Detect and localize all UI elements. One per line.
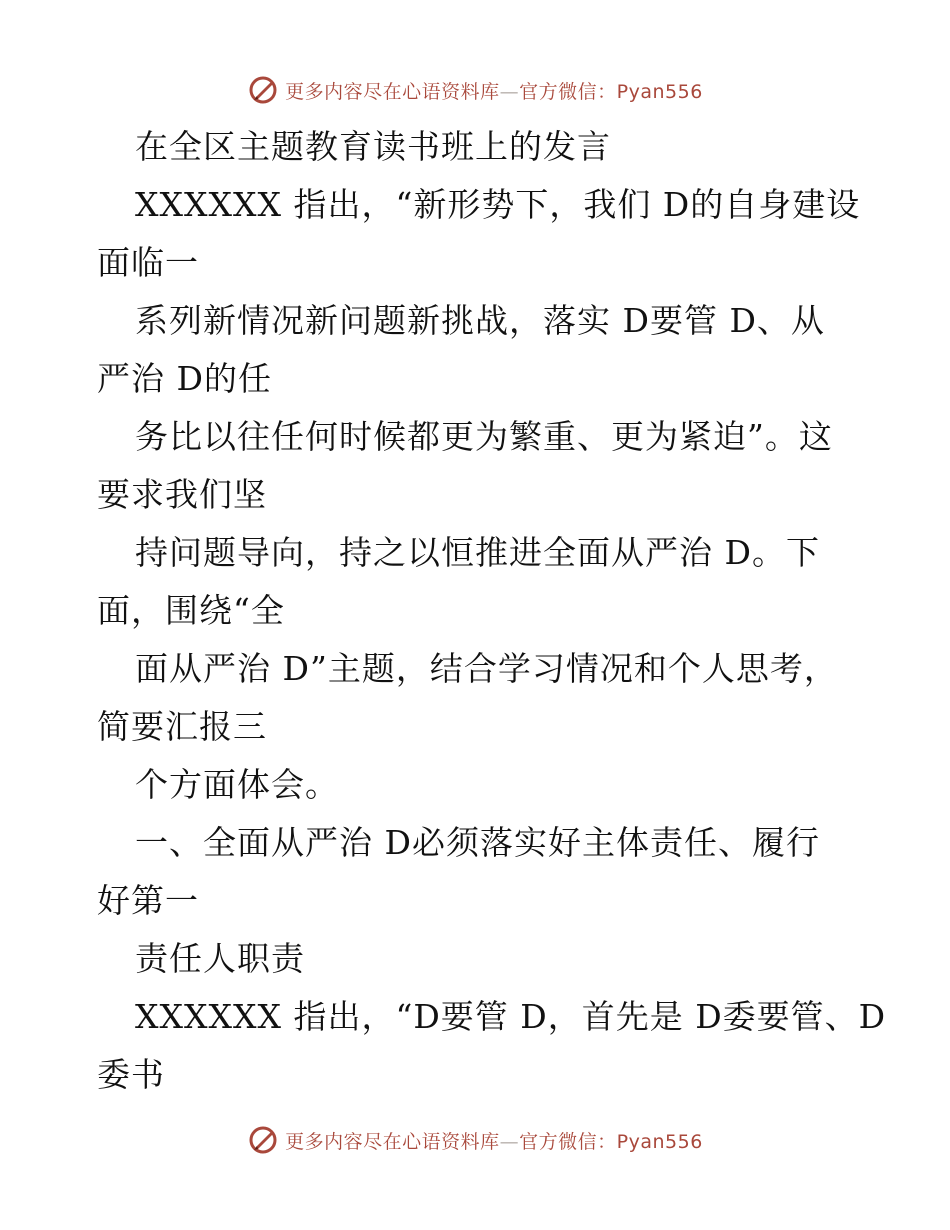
quill-logo-icon bbox=[247, 74, 279, 106]
document-line: XXXXXX 指出，“D要管 D，首先是 D委要管、D bbox=[135, 997, 887, 1036]
document-line: XXXXXX 指出，“新形势下，我们 D的自身建设 bbox=[135, 185, 861, 224]
document-body bbox=[97, 118, 887, 1104]
header-banner bbox=[0, 70, 950, 110]
banner-text bbox=[285, 77, 703, 104]
document-line: 个方面体会。 bbox=[135, 765, 339, 804]
document-line: 责任人职责 bbox=[135, 939, 305, 978]
document-line: 面从严治 D”主题，结合学习情况和个人思考， bbox=[135, 649, 838, 688]
banner-site-name: 更多内容尽在心语资料库 bbox=[285, 1130, 500, 1153]
document-line: 面临一 bbox=[97, 243, 199, 282]
document-line: 务比以往任何时候都更为繁重、更为紧迫”。这 bbox=[135, 417, 833, 456]
document-line: 好第一 bbox=[97, 881, 199, 920]
footer-banner bbox=[0, 1120, 950, 1160]
document-line: 面，围绕“全 bbox=[97, 591, 285, 630]
document-line: 持问题导向，持之以恒推进全面从严治 D。下 bbox=[135, 533, 820, 572]
banner-wechat: 官方微信：Pyan556 bbox=[519, 80, 703, 103]
document-line: 在全区主题教育读书班上的发言 bbox=[135, 127, 611, 166]
banner-text bbox=[285, 1127, 703, 1154]
document-line: 系列新情况新问题新挑战，落实 D要管 D、从 bbox=[135, 301, 825, 340]
banner-wechat: 官方微信：Pyan556 bbox=[519, 1130, 703, 1153]
document-line: 委书 bbox=[97, 1055, 165, 1094]
banner-site-name: 更多内容尽在心语资料库 bbox=[285, 80, 500, 103]
quill-logo-icon bbox=[247, 1124, 279, 1156]
document-line: 一、全面从严治 D必须落实好主体责任、履行 bbox=[135, 823, 820, 862]
banner-dash: — bbox=[499, 80, 520, 103]
document-line: 严治 D的任 bbox=[97, 359, 272, 398]
document-line: 要求我们坚 bbox=[97, 475, 267, 514]
document-line: 简要汇报三 bbox=[97, 707, 267, 746]
banner-dash: — bbox=[499, 1130, 520, 1153]
